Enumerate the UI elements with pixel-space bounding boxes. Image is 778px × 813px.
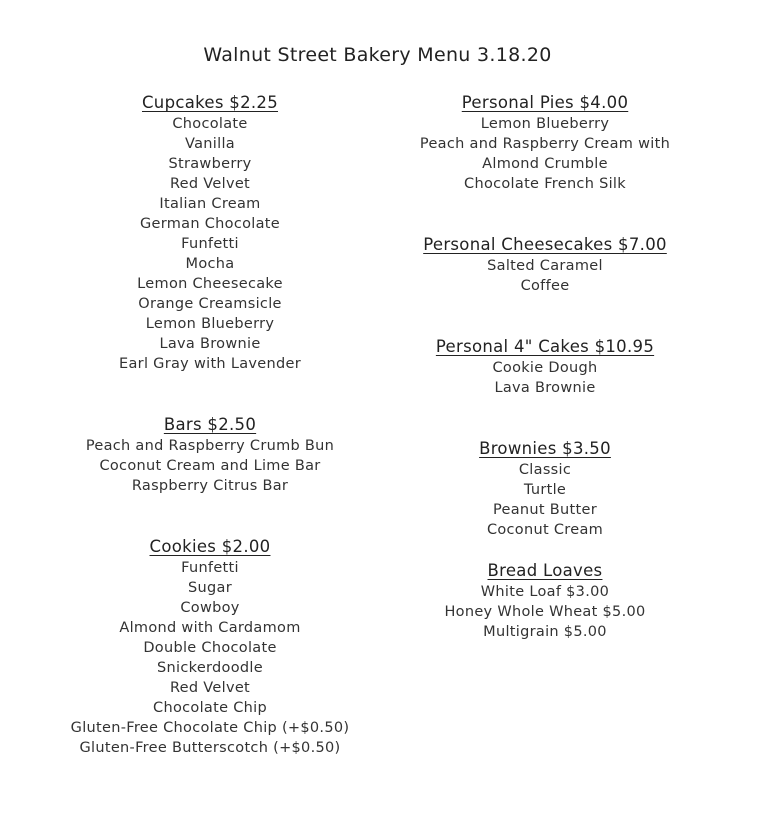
- menu-item: Lava Brownie: [494, 380, 596, 396]
- section-heading-cakes: Personal 4" Cakes $10.95: [435, 337, 655, 356]
- menu-item: Classic: [518, 462, 572, 478]
- section-heading-brownies: Brownies $3.50: [479, 439, 611, 458]
- menu-item: Chocolate French Silk: [464, 176, 626, 192]
- menu-item: Almond with Cardamom: [119, 620, 301, 636]
- menu-item: Coffee: [520, 278, 570, 294]
- menu-item: Almond Crumble: [482, 156, 608, 172]
- menu-item: Double Chocolate: [143, 640, 277, 656]
- menu-item: Funfetti: [181, 560, 239, 576]
- cupcakes-section: [40, 92, 380, 374]
- menu-item: Salted Caramel: [487, 258, 603, 274]
- menu-item: Peanut Butter: [493, 502, 597, 518]
- menu-item: Raspberry Citrus Bar: [131, 478, 289, 494]
- menu-item: Sugar: [188, 580, 232, 596]
- right-column: [395, 92, 695, 642]
- menu-item: Italian Cream: [159, 196, 261, 212]
- menu-item: Multigrain $5.00: [483, 624, 607, 640]
- cheesecakes-section: [395, 234, 695, 296]
- menu-item: Lemon Cheesecake: [137, 276, 283, 292]
- menu-item: Snickerdoodle: [157, 660, 263, 676]
- menu-item: Lemon Blueberry: [145, 316, 275, 332]
- menu-item: Cookie Dough: [492, 360, 598, 376]
- section-heading-bars: Bars $2.50: [163, 415, 257, 434]
- menu-item: Peach and Raspberry Crumb Bun: [85, 438, 335, 454]
- menu-item: Red Velvet: [169, 680, 251, 696]
- menu-item: Earl Gray with Lavender: [119, 356, 301, 372]
- menu-item: German Chocolate: [139, 216, 281, 232]
- left-column: [40, 92, 380, 758]
- cookies-section: [40, 536, 380, 758]
- menu-item: Chocolate: [172, 116, 248, 132]
- menu-item: White Loaf $3.00: [480, 584, 610, 600]
- menu-item: Peach and Raspberry Cream with: [419, 136, 671, 152]
- section-heading-cheesecakes: Personal Cheesecakes $7.00: [423, 235, 667, 254]
- menu-item: Funfetti: [181, 236, 239, 252]
- menu-item: Gluten-Free Butterscotch (+$0.50): [79, 740, 341, 756]
- pies-section: [395, 92, 695, 194]
- menu-item: Orange Creamsicle: [138, 296, 282, 312]
- section-heading-pies: Personal Pies $4.00: [461, 93, 629, 112]
- menu-item: Turtle: [523, 482, 567, 498]
- menu-item: Lemon Blueberry: [480, 116, 610, 132]
- section-heading-bread: Bread Loaves: [487, 561, 603, 580]
- menu-item: Coconut Cream and Lime Bar: [99, 458, 321, 474]
- menu-item: Lava Brownie: [159, 336, 261, 352]
- bars-section: [40, 414, 380, 496]
- menu-item: Cowboy: [180, 600, 240, 616]
- page-title: Walnut Street Bakery Menu 3.18.20: [203, 44, 552, 66]
- section-heading-cookies: Cookies $2.00: [149, 537, 271, 556]
- menu-item: Chocolate Chip: [153, 700, 267, 716]
- menu-item: Red Velvet: [169, 176, 251, 192]
- menu-item: Gluten-Free Chocolate Chip (+$0.50): [70, 720, 350, 736]
- menu-item: Mocha: [185, 256, 235, 272]
- section-heading-cupcakes: Cupcakes $2.25: [141, 93, 279, 112]
- bread-section: [395, 560, 695, 642]
- menu-item: Honey Whole Wheat $5.00: [444, 604, 646, 620]
- menu-item: Vanilla: [185, 136, 235, 152]
- brownies-section: [395, 438, 695, 540]
- menu-item: Coconut Cream: [486, 522, 604, 538]
- menu-item: Strawberry: [168, 156, 252, 172]
- cakes-section: [395, 336, 695, 398]
